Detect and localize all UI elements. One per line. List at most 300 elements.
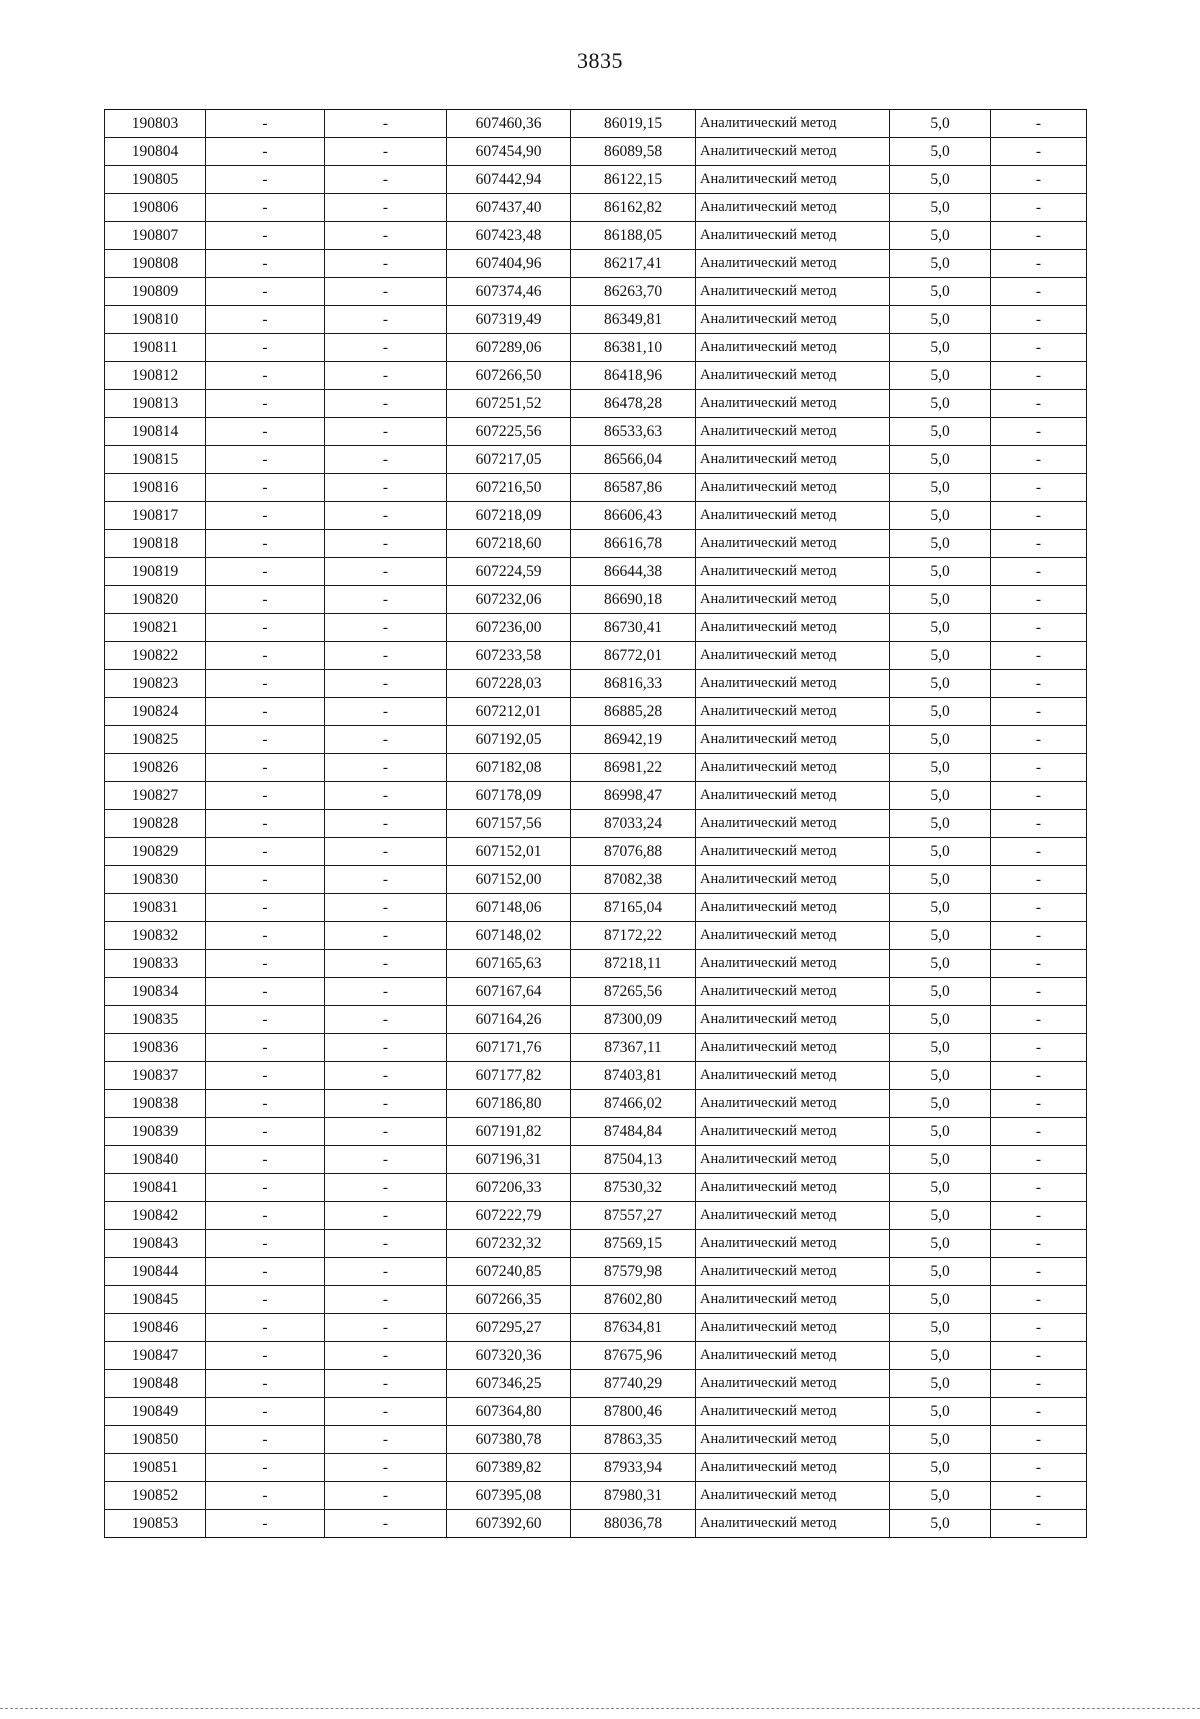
method-cell: Аналитический метод <box>696 446 890 474</box>
col3-cell: - <box>325 278 447 306</box>
point-id-cell: 190805 <box>105 166 206 194</box>
y-coordinate-cell: 87076,88 <box>571 838 696 866</box>
col8-cell: - <box>991 278 1087 306</box>
col8-cell: - <box>991 530 1087 558</box>
method-cell: Аналитический метод <box>696 362 890 390</box>
col8-cell: - <box>991 1314 1087 1342</box>
x-coordinate-cell: 607374,46 <box>447 278 571 306</box>
col3-cell: - <box>325 726 447 754</box>
point-id-cell: 190852 <box>105 1482 206 1510</box>
y-coordinate-cell: 87634,81 <box>571 1314 696 1342</box>
accuracy-cell: 5,0 <box>890 978 991 1006</box>
col2-cell: - <box>206 306 325 334</box>
table-row <box>105 1062 1087 1090</box>
x-coordinate-cell: 607177,82 <box>447 1062 571 1090</box>
accuracy-cell: 5,0 <box>890 1202 991 1230</box>
col3-cell: - <box>325 334 447 362</box>
point-id-cell: 190811 <box>105 334 206 362</box>
table-row <box>105 1398 1087 1426</box>
col8-cell: - <box>991 1342 1087 1370</box>
table-row <box>105 390 1087 418</box>
point-id-cell: 190809 <box>105 278 206 306</box>
method-cell: Аналитический метод <box>696 1426 890 1454</box>
col3-cell: - <box>325 1034 447 1062</box>
col2-cell: - <box>206 1342 325 1370</box>
accuracy-cell: 5,0 <box>890 698 991 726</box>
point-id-cell: 190843 <box>105 1230 206 1258</box>
col8-cell: - <box>991 1286 1087 1314</box>
y-coordinate-cell: 86730,41 <box>571 614 696 642</box>
y-coordinate-cell: 86478,28 <box>571 390 696 418</box>
y-coordinate-cell: 87740,29 <box>571 1370 696 1398</box>
col2-cell: - <box>206 698 325 726</box>
method-cell: Аналитический метод <box>696 110 890 138</box>
accuracy-cell: 5,0 <box>890 362 991 390</box>
y-coordinate-cell: 87863,35 <box>571 1426 696 1454</box>
accuracy-cell: 5,0 <box>890 754 991 782</box>
x-coordinate-cell: 607148,02 <box>447 922 571 950</box>
col2-cell: - <box>206 138 325 166</box>
col2-cell: - <box>206 1482 325 1510</box>
y-coordinate-cell: 86606,43 <box>571 502 696 530</box>
col3-cell: - <box>325 558 447 586</box>
col8-cell: - <box>991 446 1087 474</box>
method-cell: Аналитический метод <box>696 1286 890 1314</box>
point-id-cell: 190819 <box>105 558 206 586</box>
col3-cell: - <box>325 1090 447 1118</box>
x-coordinate-cell: 607233,58 <box>447 642 571 670</box>
y-coordinate-cell: 86885,28 <box>571 698 696 726</box>
method-cell: Аналитический метод <box>696 1118 890 1146</box>
method-cell: Аналитический метод <box>696 670 890 698</box>
table-row <box>105 1230 1087 1258</box>
col3-cell: - <box>325 138 447 166</box>
accuracy-cell: 5,0 <box>890 1062 991 1090</box>
x-coordinate-cell: 607206,33 <box>447 1174 571 1202</box>
col8-cell: - <box>991 110 1087 138</box>
col8-cell: - <box>991 1034 1087 1062</box>
table-row <box>105 166 1087 194</box>
col2-cell: - <box>206 950 325 978</box>
table-row <box>105 446 1087 474</box>
accuracy-cell: 5,0 <box>890 894 991 922</box>
table-row <box>105 782 1087 810</box>
col2-cell: - <box>206 1454 325 1482</box>
col2-cell: - <box>206 390 325 418</box>
col8-cell: - <box>991 1230 1087 1258</box>
col8-cell: - <box>991 558 1087 586</box>
x-coordinate-cell: 607266,50 <box>447 362 571 390</box>
table-row <box>105 194 1087 222</box>
method-cell: Аналитический метод <box>696 922 890 950</box>
col3-cell: - <box>325 1370 447 1398</box>
point-id-cell: 190850 <box>105 1426 206 1454</box>
point-id-cell: 190807 <box>105 222 206 250</box>
method-cell: Аналитический метод <box>696 698 890 726</box>
col8-cell: - <box>991 894 1087 922</box>
y-coordinate-cell: 86942,19 <box>571 726 696 754</box>
method-cell: Аналитический метод <box>696 1006 890 1034</box>
col3-cell: - <box>325 306 447 334</box>
y-coordinate-cell: 86089,58 <box>571 138 696 166</box>
col3-cell: - <box>325 782 447 810</box>
col3-cell: - <box>325 418 447 446</box>
col8-cell: - <box>991 978 1087 1006</box>
x-coordinate-cell: 607364,80 <box>447 1398 571 1426</box>
table-row <box>105 810 1087 838</box>
col2-cell: - <box>206 166 325 194</box>
y-coordinate-cell: 86616,78 <box>571 530 696 558</box>
x-coordinate-cell: 607236,00 <box>447 614 571 642</box>
col8-cell: - <box>991 950 1087 978</box>
col2-cell: - <box>206 922 325 950</box>
col8-cell: - <box>991 250 1087 278</box>
accuracy-cell: 5,0 <box>890 1454 991 1482</box>
x-coordinate-cell: 607240,85 <box>447 1258 571 1286</box>
accuracy-cell: 5,0 <box>890 418 991 446</box>
col8-cell: - <box>991 754 1087 782</box>
method-cell: Аналитический метод <box>696 278 890 306</box>
method-cell: Аналитический метод <box>696 950 890 978</box>
col3-cell: - <box>325 1426 447 1454</box>
col8-cell: - <box>991 1174 1087 1202</box>
method-cell: Аналитический метод <box>696 1342 890 1370</box>
y-coordinate-cell: 86644,38 <box>571 558 696 586</box>
x-coordinate-cell: 607182,08 <box>447 754 571 782</box>
accuracy-cell: 5,0 <box>890 1286 991 1314</box>
x-coordinate-cell: 607454,90 <box>447 138 571 166</box>
col8-cell: - <box>991 782 1087 810</box>
col2-cell: - <box>206 1230 325 1258</box>
col3-cell: - <box>325 698 447 726</box>
table-row <box>105 1370 1087 1398</box>
method-cell: Аналитический метод <box>696 222 890 250</box>
point-id-cell: 190829 <box>105 838 206 866</box>
col3-cell: - <box>325 670 447 698</box>
accuracy-cell: 5,0 <box>890 1482 991 1510</box>
x-coordinate-cell: 607266,35 <box>447 1286 571 1314</box>
table-row <box>105 1258 1087 1286</box>
y-coordinate-cell: 87530,32 <box>571 1174 696 1202</box>
method-cell: Аналитический метод <box>696 614 890 642</box>
accuracy-cell: 5,0 <box>890 1174 991 1202</box>
table-row <box>105 894 1087 922</box>
point-id-cell: 190810 <box>105 306 206 334</box>
table-row <box>105 1146 1087 1174</box>
y-coordinate-cell: 87466,02 <box>571 1090 696 1118</box>
method-cell: Аналитический метод <box>696 1034 890 1062</box>
accuracy-cell: 5,0 <box>890 586 991 614</box>
y-coordinate-cell: 87579,98 <box>571 1258 696 1286</box>
y-coordinate-cell: 86587,86 <box>571 474 696 502</box>
col8-cell: - <box>991 810 1087 838</box>
x-coordinate-cell: 607191,82 <box>447 1118 571 1146</box>
accuracy-cell: 5,0 <box>890 1398 991 1426</box>
col8-cell: - <box>991 138 1087 166</box>
table-row <box>105 1118 1087 1146</box>
method-cell: Аналитический метод <box>696 474 890 502</box>
x-coordinate-cell: 607442,94 <box>447 166 571 194</box>
x-coordinate-cell: 607217,05 <box>447 446 571 474</box>
col2-cell: - <box>206 866 325 894</box>
col3-cell: - <box>325 1202 447 1230</box>
method-cell: Аналитический метод <box>696 726 890 754</box>
y-coordinate-cell: 86690,18 <box>571 586 696 614</box>
col2-cell: - <box>206 810 325 838</box>
accuracy-cell: 5,0 <box>890 1510 991 1538</box>
x-coordinate-cell: 607225,56 <box>447 418 571 446</box>
y-coordinate-cell: 86188,05 <box>571 222 696 250</box>
table-row <box>105 642 1087 670</box>
table-body <box>105 110 1087 1538</box>
y-coordinate-cell: 87367,11 <box>571 1034 696 1062</box>
point-id-cell: 190820 <box>105 586 206 614</box>
col2-cell: - <box>206 1174 325 1202</box>
point-id-cell: 190804 <box>105 138 206 166</box>
accuracy-cell: 5,0 <box>890 474 991 502</box>
col3-cell: - <box>325 1286 447 1314</box>
point-id-cell: 190849 <box>105 1398 206 1426</box>
point-id-cell: 190806 <box>105 194 206 222</box>
table-row <box>105 838 1087 866</box>
col2-cell: - <box>206 586 325 614</box>
col2-cell: - <box>206 1370 325 1398</box>
col3-cell: - <box>325 950 447 978</box>
table-row <box>105 978 1087 1006</box>
point-id-cell: 190816 <box>105 474 206 502</box>
y-coordinate-cell: 87800,46 <box>571 1398 696 1426</box>
col3-cell: - <box>325 1342 447 1370</box>
method-cell: Аналитический метод <box>696 978 890 1006</box>
page-number: 3835 <box>577 48 623 73</box>
accuracy-cell: 5,0 <box>890 950 991 978</box>
y-coordinate-cell: 86019,15 <box>571 110 696 138</box>
table-row <box>105 558 1087 586</box>
col2-cell: - <box>206 250 325 278</box>
col3-cell: - <box>325 530 447 558</box>
method-cell: Аналитический метод <box>696 1454 890 1482</box>
col8-cell: - <box>991 418 1087 446</box>
table-row <box>105 1482 1087 1510</box>
col8-cell: - <box>991 334 1087 362</box>
table-row <box>105 950 1087 978</box>
col2-cell: - <box>206 1146 325 1174</box>
col8-cell: - <box>991 1510 1087 1538</box>
table-row <box>105 1202 1087 1230</box>
col2-cell: - <box>206 1286 325 1314</box>
point-id-cell: 190822 <box>105 642 206 670</box>
table-row <box>105 1426 1087 1454</box>
x-coordinate-cell: 607404,96 <box>447 250 571 278</box>
col2-cell: - <box>206 502 325 530</box>
col2-cell: - <box>206 754 325 782</box>
accuracy-cell: 5,0 <box>890 866 991 894</box>
col8-cell: - <box>991 1006 1087 1034</box>
col2-cell: - <box>206 334 325 362</box>
table-row <box>105 502 1087 530</box>
x-coordinate-cell: 607295,27 <box>447 1314 571 1342</box>
col3-cell: - <box>325 390 447 418</box>
table-row <box>105 1174 1087 1202</box>
col3-cell: - <box>325 362 447 390</box>
table-row <box>105 222 1087 250</box>
table-row <box>105 138 1087 166</box>
point-id-cell: 190844 <box>105 1258 206 1286</box>
method-cell: Аналитический метод <box>696 166 890 194</box>
col8-cell: - <box>991 670 1087 698</box>
point-id-cell: 190821 <box>105 614 206 642</box>
x-coordinate-cell: 607152,01 <box>447 838 571 866</box>
col8-cell: - <box>991 1258 1087 1286</box>
col8-cell: - <box>991 922 1087 950</box>
method-cell: Аналитический метод <box>696 1398 890 1426</box>
col2-cell: - <box>206 222 325 250</box>
col3-cell: - <box>325 1230 447 1258</box>
accuracy-cell: 5,0 <box>890 110 991 138</box>
table-row <box>105 250 1087 278</box>
method-cell: Аналитический метод <box>696 306 890 334</box>
col3-cell: - <box>325 838 447 866</box>
x-coordinate-cell: 607212,01 <box>447 698 571 726</box>
accuracy-cell: 5,0 <box>890 558 991 586</box>
col2-cell: - <box>206 642 325 670</box>
col8-cell: - <box>991 502 1087 530</box>
col3-cell: - <box>325 194 447 222</box>
method-cell: Аналитический метод <box>696 1062 890 1090</box>
col2-cell: - <box>206 474 325 502</box>
x-coordinate-cell: 607216,50 <box>447 474 571 502</box>
col3-cell: - <box>325 166 447 194</box>
method-cell: Аналитический метод <box>696 138 890 166</box>
method-cell: Аналитический метод <box>696 1090 890 1118</box>
col3-cell: - <box>325 922 447 950</box>
y-coordinate-cell: 86263,70 <box>571 278 696 306</box>
accuracy-cell: 5,0 <box>890 1146 991 1174</box>
col3-cell: - <box>325 222 447 250</box>
point-id-cell: 190814 <box>105 418 206 446</box>
table-row <box>105 1034 1087 1062</box>
accuracy-cell: 5,0 <box>890 614 991 642</box>
x-coordinate-cell: 607224,59 <box>447 558 571 586</box>
col2-cell: - <box>206 530 325 558</box>
x-coordinate-cell: 607346,25 <box>447 1370 571 1398</box>
col3-cell: - <box>325 1006 447 1034</box>
accuracy-cell: 5,0 <box>890 1090 991 1118</box>
x-coordinate-cell: 607196,31 <box>447 1146 571 1174</box>
point-id-cell: 190841 <box>105 1174 206 1202</box>
table-row <box>105 278 1087 306</box>
accuracy-cell: 5,0 <box>890 1426 991 1454</box>
accuracy-cell: 5,0 <box>890 138 991 166</box>
col3-cell: - <box>325 642 447 670</box>
x-coordinate-cell: 607186,80 <box>447 1090 571 1118</box>
x-coordinate-cell: 607392,60 <box>447 1510 571 1538</box>
y-coordinate-cell: 86533,63 <box>571 418 696 446</box>
col8-cell: - <box>991 586 1087 614</box>
y-coordinate-cell: 87300,09 <box>571 1006 696 1034</box>
col2-cell: - <box>206 670 325 698</box>
x-coordinate-cell: 607165,63 <box>447 950 571 978</box>
col3-cell: - <box>325 1398 447 1426</box>
col2-cell: - <box>206 726 325 754</box>
point-id-cell: 190827 <box>105 782 206 810</box>
method-cell: Аналитический метод <box>696 1146 890 1174</box>
y-coordinate-cell: 86349,81 <box>571 306 696 334</box>
accuracy-cell: 5,0 <box>890 1314 991 1342</box>
col3-cell: - <box>325 446 447 474</box>
point-id-cell: 190851 <box>105 1454 206 1482</box>
y-coordinate-cell: 86998,47 <box>571 782 696 810</box>
table-row <box>105 670 1087 698</box>
point-id-cell: 190823 <box>105 670 206 698</box>
accuracy-cell: 5,0 <box>890 502 991 530</box>
col8-cell: - <box>991 1146 1087 1174</box>
accuracy-cell: 5,0 <box>890 1370 991 1398</box>
col2-cell: - <box>206 1062 325 1090</box>
accuracy-cell: 5,0 <box>890 278 991 306</box>
col8-cell: - <box>991 698 1087 726</box>
method-cell: Аналитический метод <box>696 838 890 866</box>
point-id-cell: 190837 <box>105 1062 206 1090</box>
col3-cell: - <box>325 1258 447 1286</box>
y-coordinate-cell: 87165,04 <box>571 894 696 922</box>
accuracy-cell: 5,0 <box>890 250 991 278</box>
bottom-rule <box>0 1708 1200 1709</box>
point-id-cell: 190834 <box>105 978 206 1006</box>
x-coordinate-cell: 607423,48 <box>447 222 571 250</box>
accuracy-cell: 5,0 <box>890 166 991 194</box>
method-cell: Аналитический метод <box>696 782 890 810</box>
col8-cell: - <box>991 1202 1087 1230</box>
col2-cell: - <box>206 1202 325 1230</box>
point-id-cell: 190818 <box>105 530 206 558</box>
col2-cell: - <box>206 1258 325 1286</box>
y-coordinate-cell: 87602,80 <box>571 1286 696 1314</box>
method-cell: Аналитический метод <box>696 1482 890 1510</box>
point-id-cell: 190842 <box>105 1202 206 1230</box>
col8-cell: - <box>991 642 1087 670</box>
method-cell: Аналитический метод <box>696 586 890 614</box>
col3-cell: - <box>325 754 447 782</box>
point-id-cell: 190838 <box>105 1090 206 1118</box>
col2-cell: - <box>206 278 325 306</box>
col8-cell: - <box>991 362 1087 390</box>
method-cell: Аналитический метод <box>696 894 890 922</box>
point-id-cell: 190846 <box>105 1314 206 1342</box>
accuracy-cell: 5,0 <box>890 530 991 558</box>
coordinates-table <box>104 109 1087 1538</box>
col3-cell: - <box>325 1062 447 1090</box>
method-cell: Аналитический метод <box>696 390 890 418</box>
table-row <box>105 1510 1087 1538</box>
x-coordinate-cell: 607218,60 <box>447 530 571 558</box>
y-coordinate-cell: 86566,04 <box>571 446 696 474</box>
x-coordinate-cell: 607222,79 <box>447 1202 571 1230</box>
accuracy-cell: 5,0 <box>890 922 991 950</box>
table-row <box>105 110 1087 138</box>
table-row <box>105 614 1087 642</box>
col3-cell: - <box>325 614 447 642</box>
y-coordinate-cell: 87569,15 <box>571 1230 696 1258</box>
y-coordinate-cell: 86122,15 <box>571 166 696 194</box>
col8-cell: - <box>991 1062 1087 1090</box>
y-coordinate-cell: 86816,33 <box>571 670 696 698</box>
y-coordinate-cell: 87082,38 <box>571 866 696 894</box>
accuracy-cell: 5,0 <box>890 306 991 334</box>
col8-cell: - <box>991 614 1087 642</box>
method-cell: Аналитический метод <box>696 1202 890 1230</box>
col8-cell: - <box>991 194 1087 222</box>
